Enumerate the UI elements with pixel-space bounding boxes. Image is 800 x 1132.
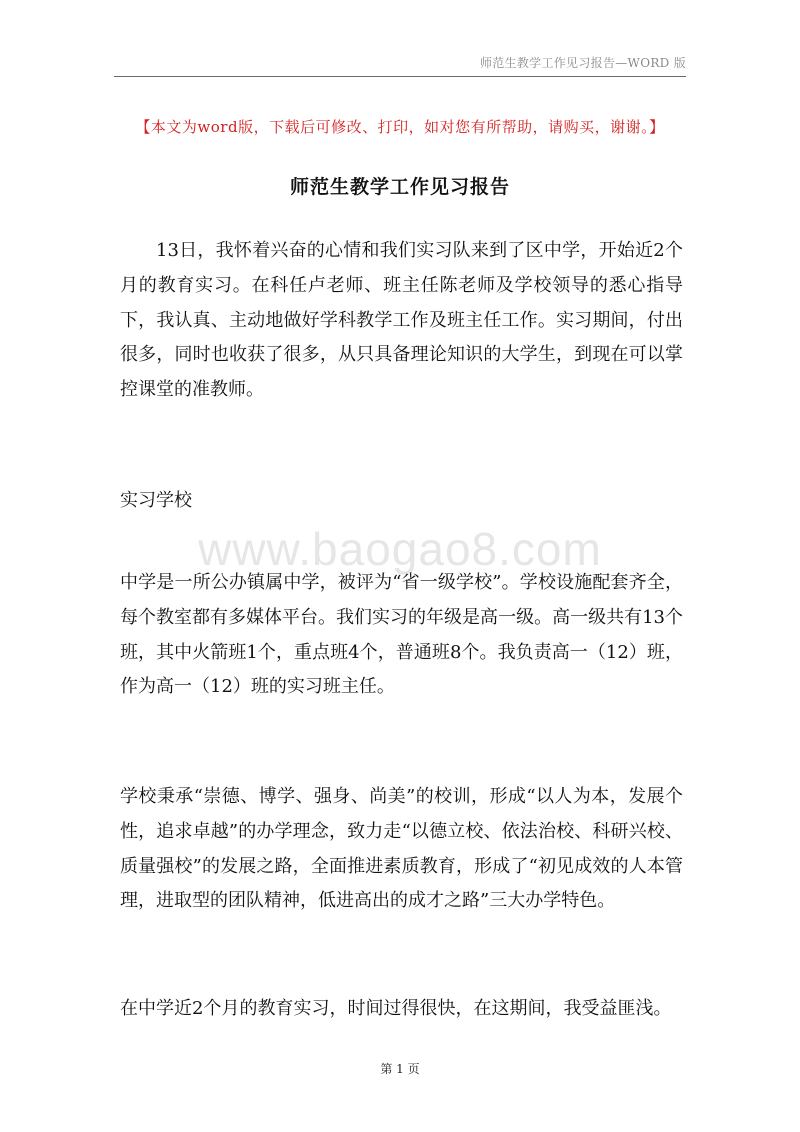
purchase-notice: 【本文为word版，下载后可修改、打印，如对您有所帮助，请购买，谢谢。】 xyxy=(135,118,665,136)
section-heading-school: 实习学校 xyxy=(120,490,192,511)
paragraph-school: 中学是一所公办镇属中学，被评为“省一级学校”。学校设施配套齐全，每个教室都有多媒体平台。我们实习的年级是高一级。高一级共有13个班，其中火箭班1个，重点班4个，普通班8个。我负责高一（12）班，作为高一（12）班的实习班主任。 xyxy=(120,572,683,698)
paragraph-intro: 13日，我怀着兴奋的心情和我们实习队来到了区中学，开始近2个月的教育实习。在科任卢老师、班主任陈老师及学校领导的悉心指导下，我认真、主动地做好学科教学工作及班主任工作。实习期间，付出很多，同时也收获了很多，从只具备理论知识的大学生，到现在可以掌控课堂的准教师。 xyxy=(120,240,683,401)
page-number: 第 1 页 xyxy=(380,1062,420,1076)
watermark: www.baogao8.com xyxy=(198,523,602,575)
running-header: 师范生教学工作见习报告—WORD 版 xyxy=(479,56,686,70)
paragraph-motto: 学校秉承“崇德、博学、强身、尚美”的校训，形成“以人为本，发展个性，追求卓越”的办学理念，致力走“以德立校、依法治校、科研兴校、质量强校”的发展之路，全面推进素质教育，形成了“初见成效的人本管理，进取型的团队精神，低进高出的成才之路”三大办学特色。 xyxy=(120,786,683,912)
paragraph-closing: 在中学近2个月的教育实习，时间过得很快，在这期间，我受益匪浅。 xyxy=(120,998,672,1019)
header-divider xyxy=(114,76,686,77)
document-title: 师范生教学工作见习报告 xyxy=(289,176,510,198)
